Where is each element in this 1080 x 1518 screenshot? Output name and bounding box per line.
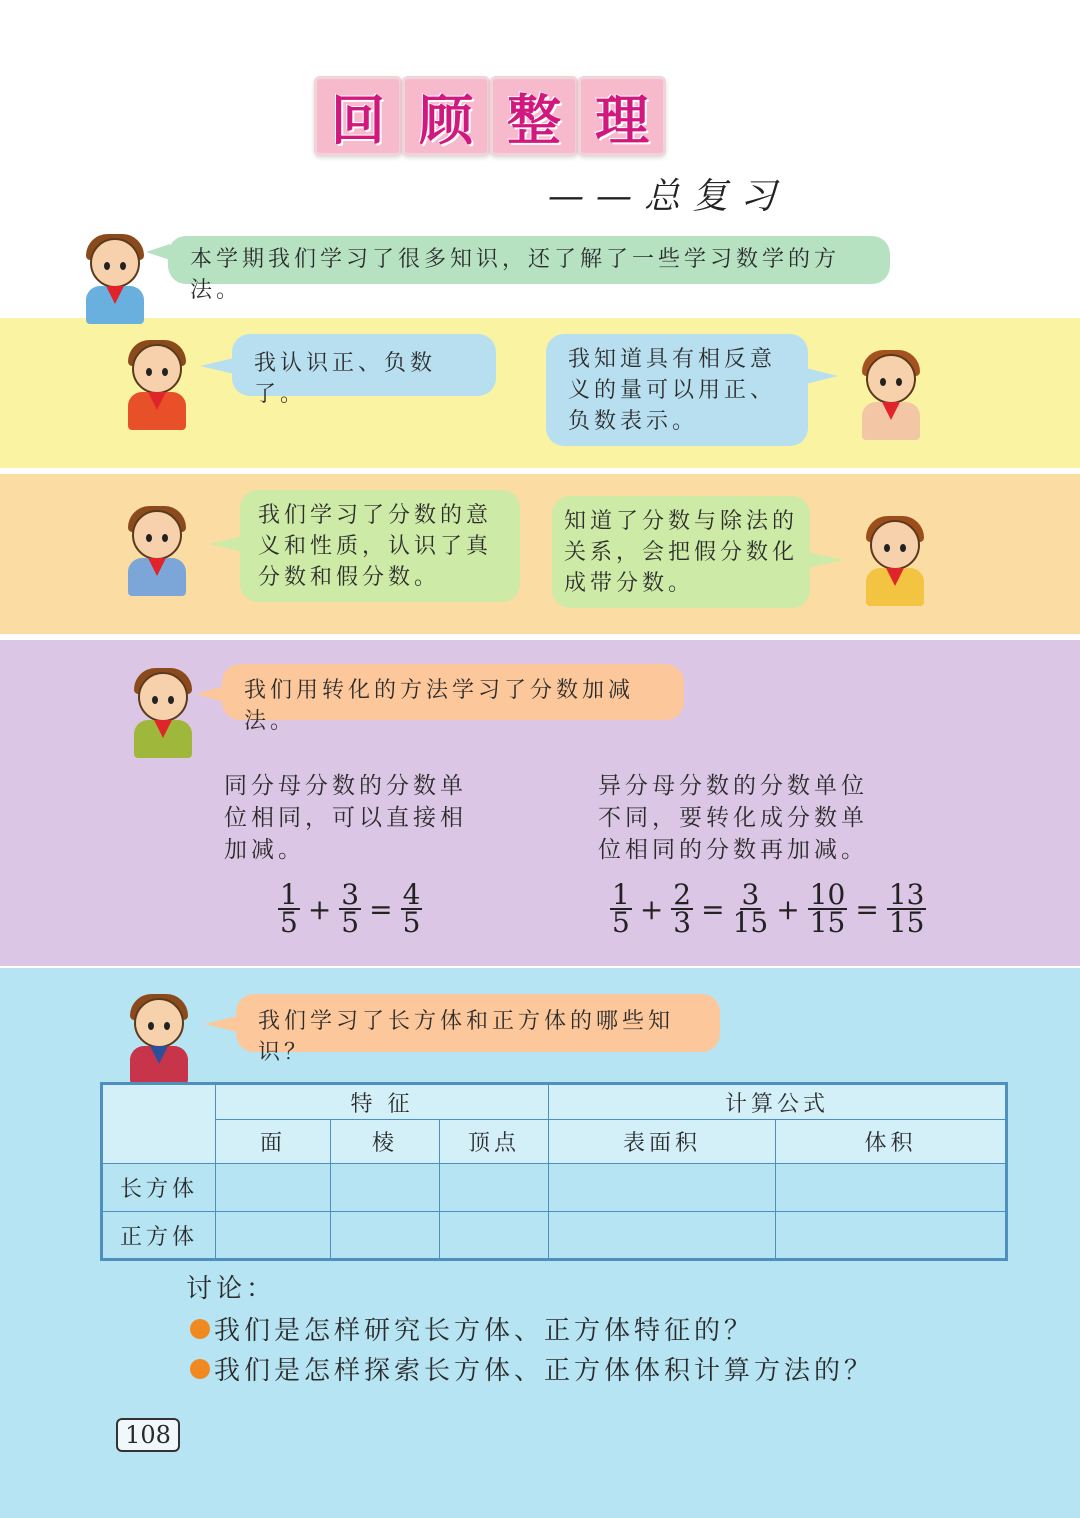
bubble-text: 我认识正、负数了。 <box>254 351 437 407</box>
bullet-icon <box>190 1319 210 1339</box>
table-cell[interactable] <box>776 1212 1007 1260</box>
bullet-icon <box>190 1359 210 1379</box>
girl-illustration <box>118 506 196 596</box>
table-column-header: 面 <box>216 1120 331 1164</box>
bubble-text: 我知道具有相反意义的量可以用正、负数表示。 <box>568 347 777 434</box>
table-group-header: 计算公式 <box>549 1084 1007 1120</box>
speech-bubble-opposite-quantities <box>546 334 808 446</box>
table-column-header: 体积 <box>776 1120 1007 1164</box>
fraction: $\frac{2}{3}$ <box>673 878 692 939</box>
plus-sign: + <box>776 892 800 926</box>
table-column-header: 棱 <box>331 1120 440 1164</box>
question-text: 我们是怎样探索长方体、正方体体积计算方法的？ <box>214 1356 875 1386</box>
table-row <box>102 1164 1007 1212</box>
speech-bubble-fraction-division <box>552 496 810 608</box>
intro-text: 本学期我们学习了很多知识，还了解了一些学习数学的方法。 <box>190 247 841 303</box>
fraction: $\frac{3}{5}$ <box>341 878 360 939</box>
equation-different-denominator <box>606 878 930 939</box>
table-cell[interactable] <box>440 1212 549 1260</box>
table-row-header: 正方体 <box>102 1212 216 1260</box>
table-cell[interactable] <box>331 1164 440 1212</box>
boy-illustration <box>120 994 198 1084</box>
bubble-text: 知道了分数与除法的关系，会把假分数化成带分数。 <box>564 509 799 596</box>
cuboid-knowledge-table <box>100 1082 1008 1261</box>
page-subtitle: ——总复习 <box>548 176 789 217</box>
table-row <box>102 1212 1007 1260</box>
speech-bubble-fractions-meaning <box>240 490 520 602</box>
table-cell[interactable] <box>331 1212 440 1260</box>
boy-illustration <box>76 234 154 324</box>
table-cell[interactable] <box>216 1212 331 1260</box>
title-char-1: 回 <box>314 76 402 156</box>
table-cell[interactable] <box>776 1164 1007 1212</box>
fraction: $\frac{3}{15}$ <box>732 878 769 939</box>
page-number: 108 <box>116 1418 180 1452</box>
fraction: $\frac{10}{15}$ <box>809 878 846 939</box>
equals-sign: = <box>855 892 879 926</box>
plus-sign: + <box>639 892 664 926</box>
discussion-label: 讨论： <box>186 1274 277 1304</box>
speech-bubble-cuboid-question <box>236 994 720 1065</box>
speech-bubble-transformation <box>222 664 684 734</box>
equals-sign: = <box>369 892 393 926</box>
bubble-text: 我们用转化的方法学习了分数加减法。 <box>244 678 635 734</box>
table-cell[interactable] <box>216 1164 331 1212</box>
table-cell[interactable] <box>440 1164 549 1212</box>
table-cell[interactable] <box>549 1164 776 1212</box>
question-text: 我们是怎样研究长方体、正方体特征的？ <box>214 1316 755 1346</box>
fraction: $\frac{1}{5}$ <box>612 878 630 939</box>
bubble-text: 我们学习了长方体和正方体的哪些知识？ <box>258 1009 675 1065</box>
table-group-header: 特 征 <box>216 1084 549 1120</box>
table-column-header: 表面积 <box>549 1120 776 1164</box>
same-denominator-explanation: 同分母分数的分数单位相同，可以直接相加减。 <box>224 773 467 863</box>
plus-sign: + <box>307 892 332 926</box>
speech-bubble-negative-numbers <box>232 334 496 407</box>
discussion-question <box>190 1310 754 1347</box>
discussion-question <box>190 1350 874 1387</box>
table-row-header: 长方体 <box>102 1164 216 1212</box>
page-title <box>314 70 664 156</box>
different-denominator-explanation: 异分母分数的分数单位不同，要转化成分数单位相同的分数再加减。 <box>598 773 868 863</box>
boy-illustration <box>118 340 196 430</box>
title-char-2: 顾 <box>402 76 490 156</box>
equation-same-denominator <box>274 878 426 939</box>
table-column-header: 顶点 <box>440 1120 549 1164</box>
fraction: $\frac{13}{15}$ <box>888 878 925 939</box>
title-char-4: 理 <box>578 76 666 156</box>
girl-illustration <box>856 516 934 606</box>
equals-sign: = <box>701 892 725 926</box>
boy-illustration <box>124 668 202 758</box>
table-corner-cell <box>102 1084 216 1164</box>
title-char-3: 整 <box>490 76 578 156</box>
bubble-text: 我们学习了分数的意义和性质，认识了真分数和假分数。 <box>258 503 493 590</box>
intro-bubble <box>168 236 890 303</box>
girl-illustration <box>852 350 930 440</box>
table-cell[interactable] <box>549 1212 776 1260</box>
fraction: $\frac{1}{5}$ <box>280 878 298 939</box>
fraction: $\frac{4}{5}$ <box>402 878 421 939</box>
